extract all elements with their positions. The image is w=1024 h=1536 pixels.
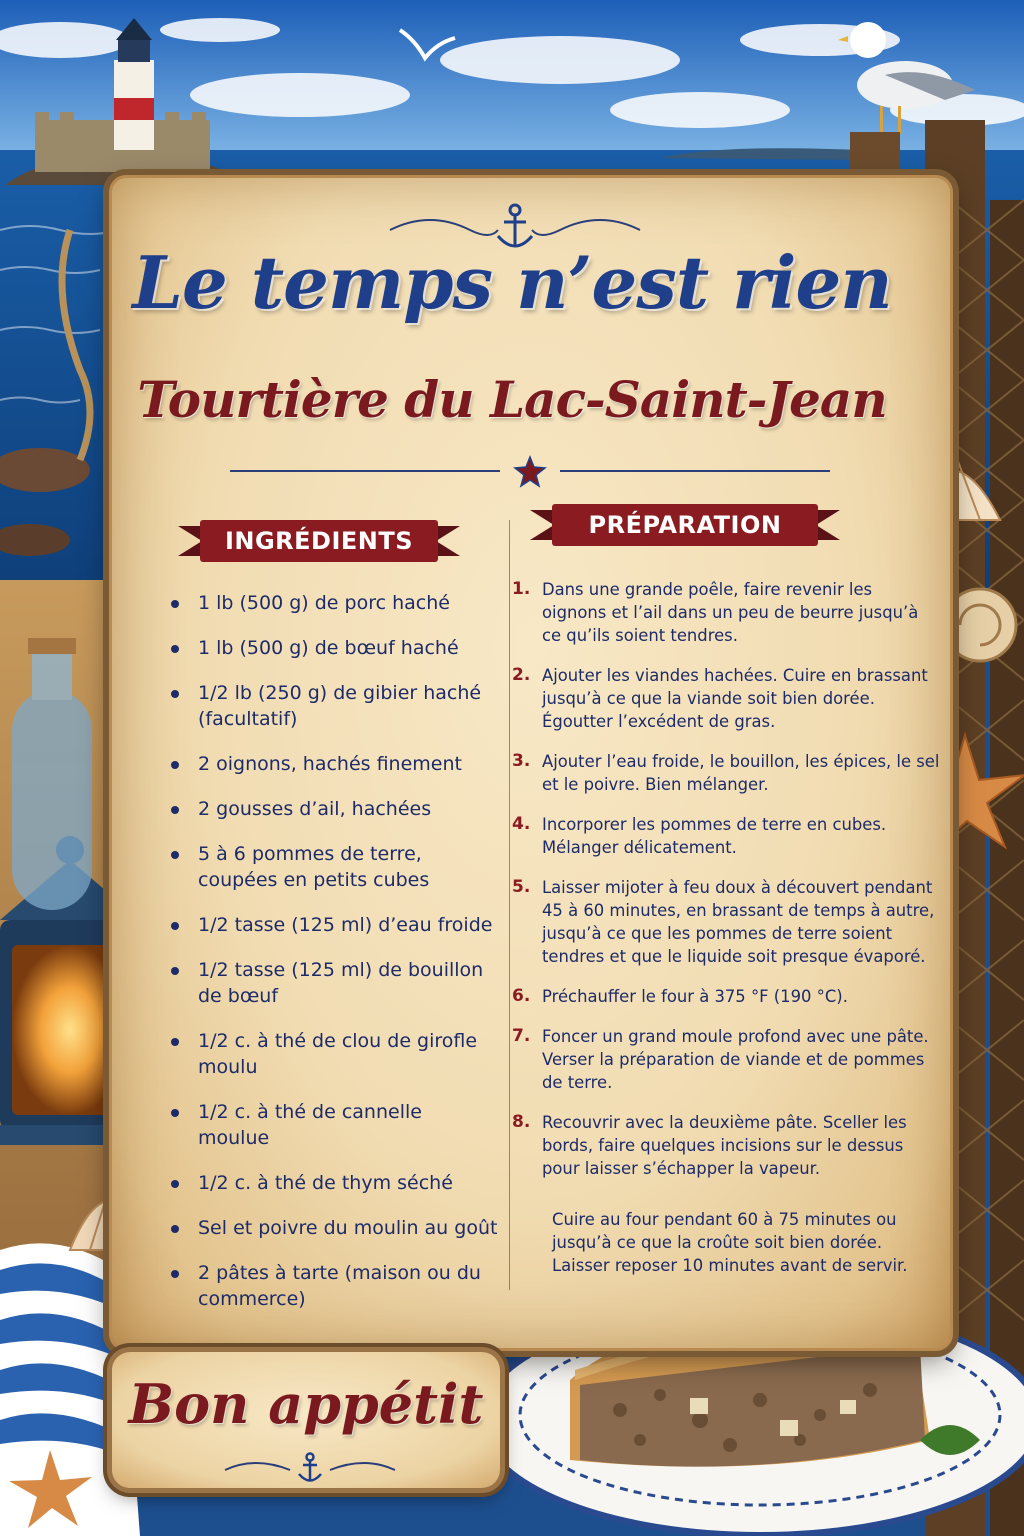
preparation-step xyxy=(512,664,940,733)
preparation-steps xyxy=(512,578,940,1197)
ingredient-item: 1 lb (500 g) de bœuf haché xyxy=(168,635,498,661)
preparation-step xyxy=(512,750,940,796)
page-title: Le temps n’est rien xyxy=(132,240,892,325)
step-text: Préchauffer le four à 375 °F (190 °C). xyxy=(542,987,848,1006)
ingredient-item: 1/2 c. à thé de cannelle moulue xyxy=(168,1099,498,1151)
anchor-icon xyxy=(299,1454,321,1481)
preparation-step xyxy=(512,813,940,859)
step-number: 5. xyxy=(512,877,531,897)
preparation-step xyxy=(512,578,940,647)
star-divider xyxy=(230,454,830,488)
ingredient-item: 1 lb (500 g) de porc haché xyxy=(168,590,498,616)
preparation-step xyxy=(512,1111,940,1180)
preparation-heading: PRÉPARATION xyxy=(588,511,782,539)
step-text: Dans une grande poêle, faire revenir les oignons et l’ail dans un peu de beurre jusqu’à ce qu’ils soient tendres. xyxy=(542,580,919,645)
ingredient-item: 2 gousses d’ail, hachées xyxy=(168,796,498,822)
snail-shell-icon xyxy=(944,589,1016,661)
step-text: Ajouter l’eau froide, le bouillon, les épices, le sel et le poivre. Bien mélanger. xyxy=(542,752,940,794)
step-number: 6. xyxy=(512,986,531,1006)
preparation-step xyxy=(512,985,940,1008)
ingredients-list xyxy=(168,590,498,1331)
ingredients-heading: INGRÉDIENTS xyxy=(224,527,414,555)
ingredient-item: 1/2 tasse (125 ml) de bouillon de bœuf xyxy=(168,957,498,1009)
step-number: 3. xyxy=(512,751,531,771)
step-number: 8. xyxy=(512,1112,531,1132)
star-icon xyxy=(515,457,545,486)
ingredient-item: 5 à 6 pommes de terre, coupées en petits cubes xyxy=(168,841,498,893)
step-text: Laisser mijoter à feu doux à découvert pendant 45 à 60 minutes, en brassant de temps à autre, jusqu’à ce que les pommes de terre soient tendres et que le liquide soit presque évaporé. xyxy=(542,878,935,966)
column-divider xyxy=(509,520,510,1290)
step-number: 4. xyxy=(512,814,531,834)
step-number: 2. xyxy=(512,665,531,685)
step-text: Foncer un grand moule profond avec une pâte. Verser la préparation de viande et de pommes de terre. xyxy=(542,1027,929,1092)
step-text: Recouvrir avec la deuxième pâte. Sceller les bords, faire quelques incisions sur le dessus pour laisser s’échapper la vapeur. xyxy=(542,1113,907,1178)
step-number: 7. xyxy=(512,1026,531,1046)
ingredient-item: 1/2 lb (250 g) de gibier haché (facultatif) xyxy=(168,680,498,732)
baking-note: Cuire au four pendant 60 à 75 minutes ou jusqu’à ce que la croûte soit bien dorée. Laisser reposer 10 minutes avant de servir. xyxy=(552,1210,908,1275)
preparation-ribbon xyxy=(530,502,840,548)
ingredient-item: 1/2 c. à thé de clou de girofle moulu xyxy=(168,1028,498,1080)
ingredient-item: 2 oignons, hachés finement xyxy=(168,751,498,777)
ingredient-item: 1/2 c. à thé de thym séché xyxy=(168,1170,498,1196)
ingredient-item: 1/2 tasse (125 ml) d’eau froide xyxy=(168,912,498,938)
step-text: Incorporer les pommes de terre en cubes. Mélanger délicatement. xyxy=(542,815,887,857)
closing-text: Bon appétit xyxy=(128,1372,484,1436)
step-number: 1. xyxy=(512,579,531,599)
ingredients-ribbon xyxy=(178,518,460,564)
preparation-step xyxy=(512,876,940,968)
ingredient-item: Sel et poivre du moulin au goût xyxy=(168,1215,498,1241)
preparation-step xyxy=(512,1025,940,1094)
bottom-anchor-flourish xyxy=(220,1452,400,1484)
ingredient-item: 2 pâtes à tarte (maison ou du commerce) xyxy=(168,1260,498,1312)
step-text: Ajouter les viandes hachées. Cuire en brassant jusqu’à ce que la viande soit bien dorée. Égoutter l’excédent de gras. xyxy=(542,666,928,731)
recipe-subtitle: Tourtière du Lac-Saint-Jean xyxy=(137,370,887,429)
